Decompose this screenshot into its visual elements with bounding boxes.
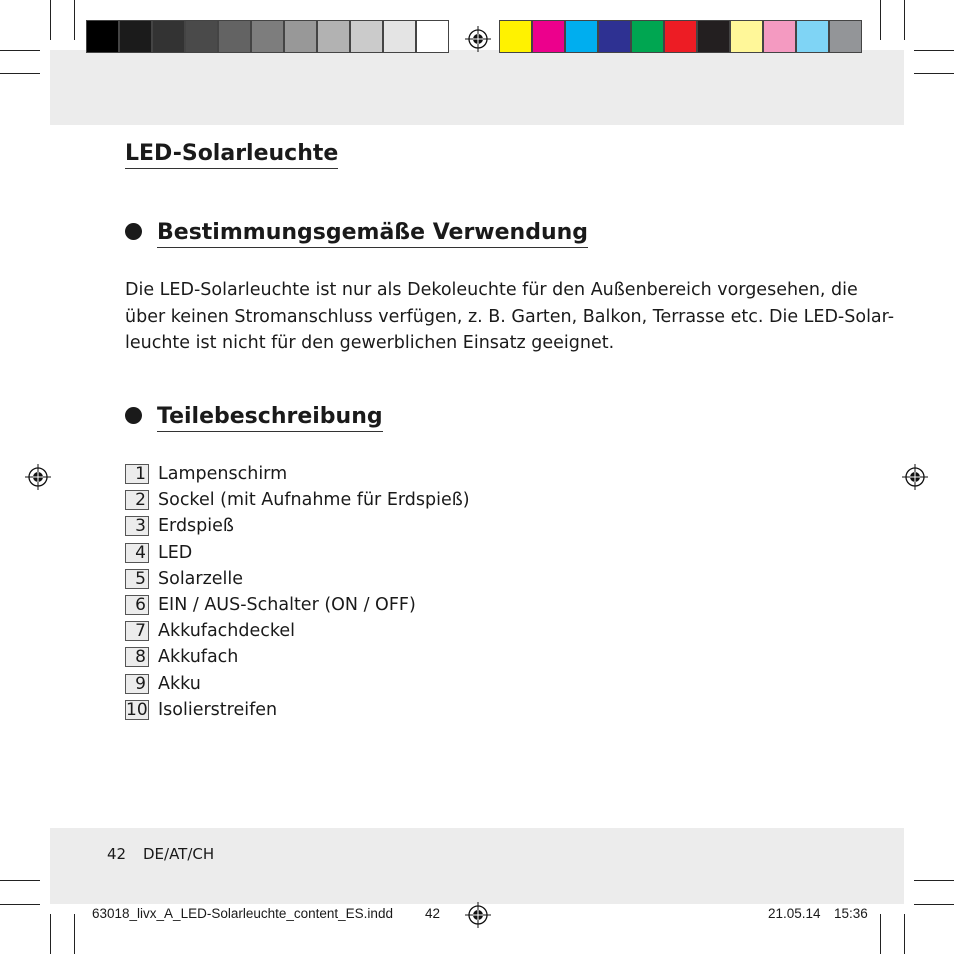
list-item — [125, 540, 470, 566]
color-swatch — [796, 20, 829, 53]
paragraph-line: leuchte ist nicht für den gewerblichen Einsatz geeignet. — [125, 333, 615, 353]
color-swatch — [631, 20, 664, 53]
registration-mark-icon — [902, 464, 928, 490]
part-number: 5 — [125, 569, 149, 589]
crop-mark — [914, 904, 954, 905]
intended-use-paragraph — [125, 277, 895, 357]
crop-mark — [0, 73, 40, 74]
color-swatch — [565, 20, 598, 53]
page-number: 42 — [107, 845, 127, 863]
part-number: 1 — [125, 464, 149, 484]
color-swatch — [829, 20, 862, 53]
page-title: LED-Solarleuchte — [125, 141, 338, 169]
header-band — [50, 50, 904, 125]
crop-mark — [914, 50, 954, 51]
list-item — [125, 618, 470, 644]
section-heading-intended-use — [125, 220, 588, 245]
crop-mark — [74, 0, 75, 40]
color-bar — [499, 20, 862, 55]
part-number: 7 — [125, 621, 149, 641]
part-name: EIN / AUS-Schalter (ON / OFF) — [158, 595, 416, 616]
crop-mark — [904, 914, 905, 954]
part-number: 4 — [125, 543, 149, 563]
part-name: Erdspieß — [158, 516, 234, 537]
list-item — [125, 487, 470, 513]
bullet-icon — [125, 223, 142, 240]
part-name: Akkufachdeckel — [158, 621, 296, 642]
part-number: 2 — [125, 490, 149, 510]
slug-filename: 63018_livx_A_LED-Solarleuchte_content_ES.indd — [92, 906, 393, 921]
crop-mark — [50, 0, 51, 40]
section-heading-text: Teilebeschreibung — [157, 404, 383, 432]
color-swatch — [499, 20, 532, 53]
color-swatch — [664, 20, 697, 53]
list-item — [125, 592, 470, 618]
crop-mark — [914, 880, 954, 881]
color-swatch — [284, 20, 317, 53]
paragraph-line: über keinen Stromanschluss verfügen, z. B. Garten, Balkon, Terrasse etc. Die LED-Solar- — [125, 306, 895, 327]
part-number: 10 — [126, 699, 148, 720]
crop-mark — [50, 914, 51, 954]
grayscale-bar — [86, 20, 449, 55]
color-swatch — [416, 20, 449, 53]
part-name: Akkufach — [158, 647, 239, 668]
color-swatch — [532, 20, 565, 53]
crop-mark — [914, 73, 954, 74]
section-heading-text: Bestimmungsgemäße Verwendung — [157, 220, 588, 248]
crop-mark — [0, 50, 40, 51]
color-swatch — [152, 20, 185, 53]
crop-mark — [880, 914, 881, 954]
color-swatch — [730, 20, 763, 53]
list-item — [125, 566, 470, 592]
part-number: 9 — [125, 674, 149, 694]
slug-page: 42 — [425, 906, 441, 921]
part-name: Lampenschirm — [158, 464, 288, 485]
crop-mark — [0, 904, 40, 905]
bullet-icon — [125, 407, 142, 424]
section-heading-parts — [125, 404, 383, 429]
crop-mark — [880, 0, 881, 40]
color-swatch — [763, 20, 796, 53]
crop-mark — [904, 0, 905, 40]
color-swatch — [598, 20, 631, 53]
registration-mark-icon — [25, 464, 51, 490]
part-name: Isolierstreifen — [158, 699, 278, 720]
color-swatch — [697, 20, 730, 53]
list-item — [125, 697, 470, 723]
list-item — [125, 671, 470, 697]
registration-mark-icon — [465, 26, 491, 52]
paragraph-line: Die LED-Solarleuchte ist nur als Dekoleuchte für den Außenbereich vorgesehen, die — [125, 280, 858, 300]
part-name: Solarzelle — [158, 568, 244, 589]
crop-mark — [0, 880, 40, 881]
part-name: Sockel (mit Aufnahme für Erdspieß) — [158, 490, 470, 511]
list-item — [125, 513, 470, 539]
footer-band — [50, 828, 904, 904]
list-item — [125, 461, 470, 487]
parts-list — [125, 461, 470, 723]
color-swatch — [383, 20, 416, 53]
list-item — [125, 644, 470, 670]
part-name: Akku — [158, 673, 201, 694]
registration-mark-icon — [465, 902, 491, 928]
color-swatch — [86, 20, 119, 53]
color-swatch — [185, 20, 218, 53]
part-number: 6 — [125, 595, 149, 615]
region-label: DE/AT/CH — [143, 845, 215, 863]
color-swatch — [350, 20, 383, 53]
color-swatch — [119, 20, 152, 53]
slug-time: 15:36 — [834, 906, 868, 921]
part-number: 3 — [125, 516, 149, 536]
color-swatch — [317, 20, 350, 53]
crop-mark — [74, 914, 75, 954]
color-swatch — [218, 20, 251, 53]
part-number: 8 — [125, 647, 149, 667]
part-name: LED — [158, 542, 193, 563]
slug-date: 21.05.14 — [768, 906, 821, 921]
color-swatch — [251, 20, 284, 53]
